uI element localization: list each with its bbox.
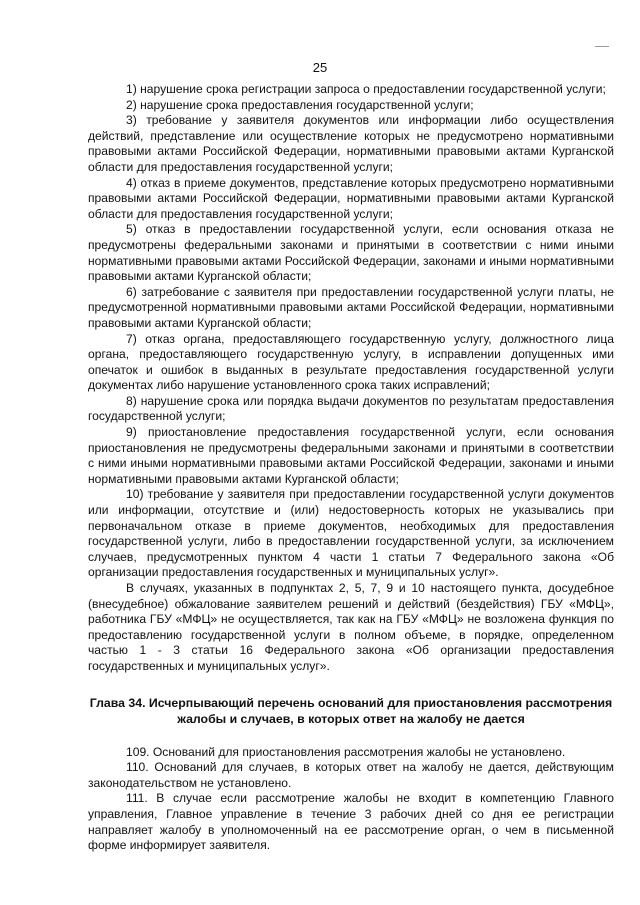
list-item-6: 6) затребование с заявителя при предоставлении государственной услуги платы, не предусмотренной нормативными правовыми актами Российской Федерации, нормативными правовыми актами Курганской области;: [88, 284, 614, 330]
paragraph-109: 109. Оснований для приостановления рассмотрения жалобы не установлено.: [126, 744, 566, 759]
paragraph-111: 111. В случае если рассмотрение жалобы не входит в компетенцию Главного управления, Главное управление в течение 3 рабочих дней со дня ее регистрации направляет жалобу в уполномоченный на ее рассмотрение орган, о чем в письменной форме информирует заявителя.: [88, 791, 614, 853]
document-body: [88, 82, 614, 854]
list-item-4: 4) отказ в приеме документов, представление которых предусмотрено нормативными правовыми актами Российской Федерации, нормативными правовыми актами Курганской области для предоставления государственной услуги;: [88, 175, 614, 221]
list-item-1: 1) нарушение срока регистрации запроса о предоставлении государственной услуги;: [126, 82, 606, 96]
list-item-9: 9) приостановление предоставления государственной услуги, если основания приостановления не предусмотрены федеральными законами и принятыми в соответствии с ними иными нормативными правовыми актами Российской Федерации, законами и иными нормативными правовыми актами Курганской области;: [88, 425, 614, 486]
scan-mark: [595, 46, 609, 47]
list-item-10: 10) требование у заявителя при предоставлении государственной услуги документов или информации, отсутствие и (или) недостоверность которых не указывались при первоначальном отказе в приеме документов, необходимых для предоставления государственной услуги, либо в предоставлении государственной услуги, за исключением случаев, предусмотренных пунктом 4 части 1 статьи 7 Федерального закона «Об организации предоставления государственных и муниципальных услуг».: [88, 487, 614, 580]
list-item-7: 7) отказ органа, предоставляющего государственную услугу, должностного лица органа, предоставляющего государственную услугу, в исправлении допущенных ими опечаток и ошибок в выданных в результате предоставления государственной услуги документах либо нарушение установленного срока таких исправлений;: [88, 331, 614, 393]
exception-paragraph: В случаях, указанных в подпунктах 2, 5, 7, 9 и 10 настоящего пункта, досудебное (внесудебное) обжалование заявителем решений и действий (бездействия) ГБУ «МФЦ», работника ГБУ «МФЦ» не осуществляется, так как на ГБУ «МФЦ» не возложена функция по предоставлению государственной услуги в полном объеме, в порядке, определенном частью 1 - 3 статьи 16 Федерального закона «Об организации предоставления государственных и муниципальных услуг».: [88, 581, 614, 673]
list-item-8: 8) нарушение срока или порядка выдачи документов по результатам предоставления государственной услуги;: [88, 393, 614, 424]
paragraph-110: 110. Оснований для случаев, в которых ответ на жалобу не дается, действующим законодательством не установлено.: [88, 760, 614, 790]
list-item-3: 3) требование у заявителя документов или информации либо осуществления действий, представление или осуществление которых не предусмотрено нормативными правовыми актами Российской Федерации, нормативными правовыми актами Курганской области для предоставления государственной услуги;: [88, 113, 614, 174]
list-item-2: 2) нарушение срока предоставления государственной услуги;: [126, 97, 474, 112]
chapter-heading: Глава 34. Исчерпывающий перечень оснований для приостановления рассмотрения жалобы и случаев, в которых ответ на жалобу не дается: [89, 695, 613, 726]
list-item-5: 5) отказ в предоставлении государственной услуги, если основания отказа не предусмотрены федеральными законами и принятыми в соответствии с ними иными нормативными правовыми актами Российской Федерации, законами и иными нормативными правовыми актами Курганской области;: [88, 222, 614, 284]
page-number: 25: [312, 60, 328, 75]
